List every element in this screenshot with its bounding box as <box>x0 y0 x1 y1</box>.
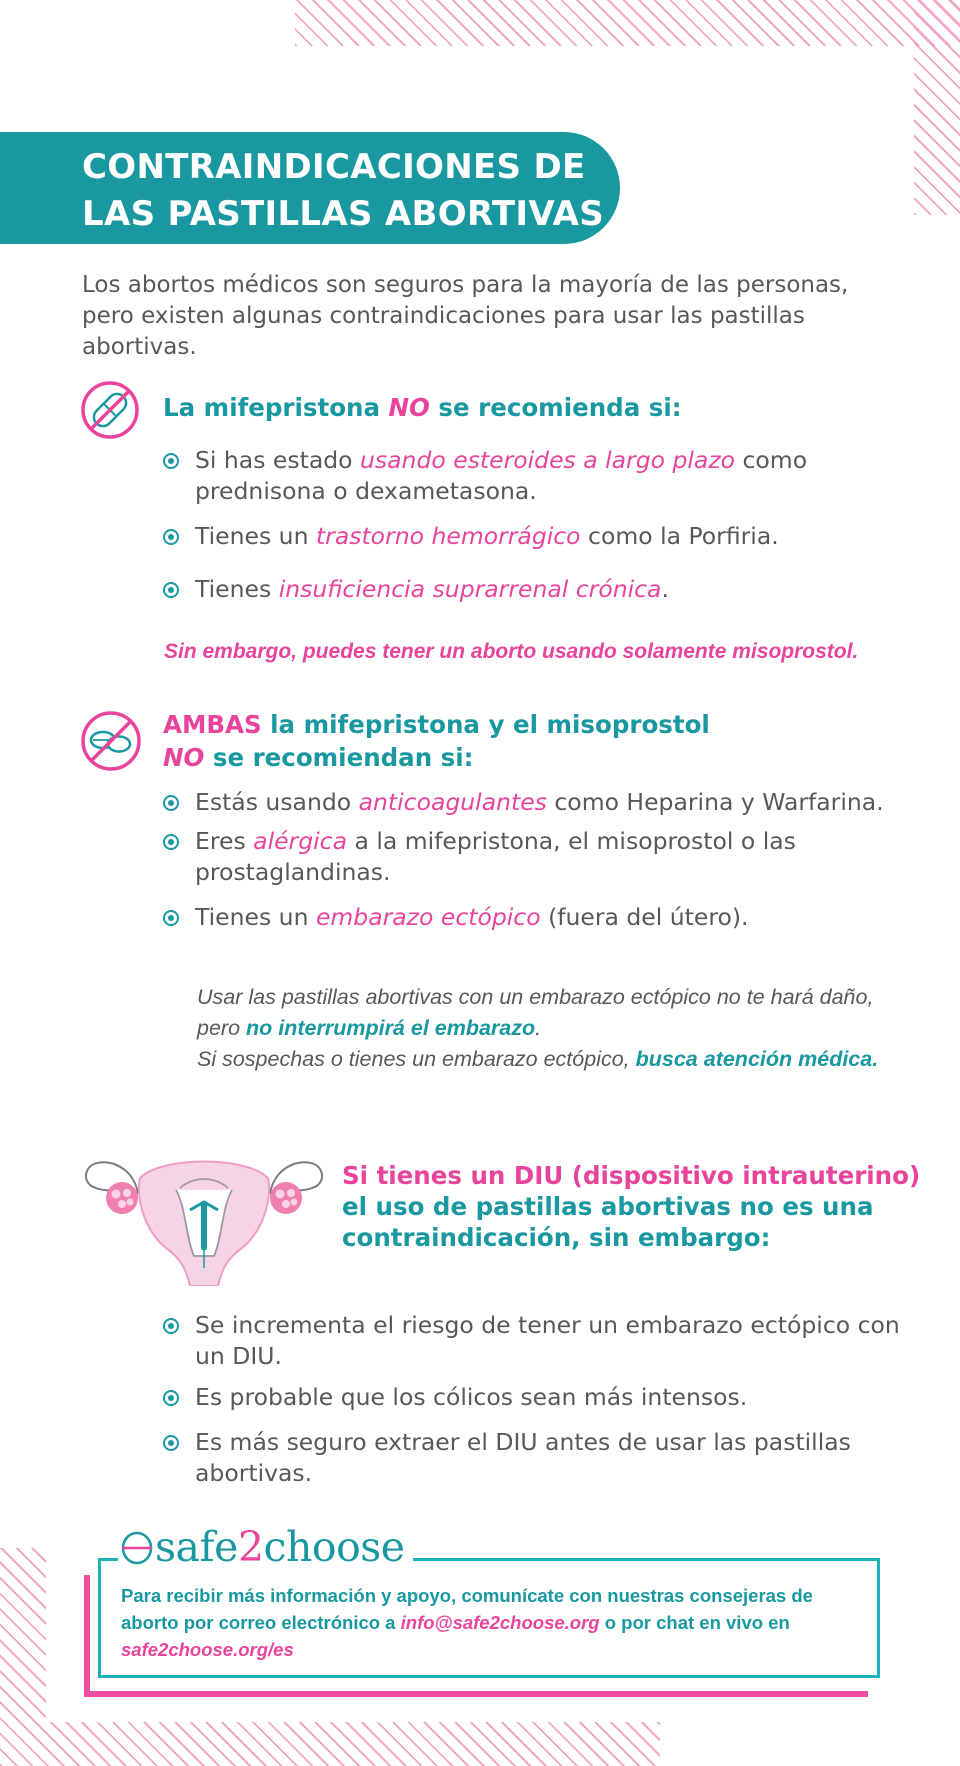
heading-text-end: se recomienda si: <box>429 393 682 422</box>
list-item <box>163 902 903 933</box>
footer-text-start: Para recibir más información y apoyo, comunícate con nuestras consejeras de aborto por correo electrónico a <box>121 1585 813 1633</box>
note-text: Usar las pastillas abortivas con un embarazo ectópico no te hará daño, pero <box>197 985 874 1040</box>
iud-heading-pink: Si tienes un DIU (dispositivo intrauterino) <box>342 1161 921 1190</box>
footer-text-middle: o por chat en vivo en <box>599 1612 790 1633</box>
both-contraindication-list <box>163 787 903 933</box>
intro-paragraph: Los abortos médicos son seguros para la mayoría de las personas, pero existen algunas contraindicaciones para usar las pastillas abortivas. <box>82 272 849 360</box>
list-item <box>163 1427 903 1489</box>
logo-mark-icon <box>120 1527 154 1567</box>
heading-no-emphasis: NO <box>388 393 430 422</box>
item-text: Tienes <box>195 575 279 603</box>
no-pills-icon <box>80 710 142 772</box>
note-text: Si sospechas o tienes un embarazo ectópico, <box>197 1047 636 1071</box>
bullet-icon <box>163 1435 179 1451</box>
note-text-end: . <box>535 1016 542 1040</box>
list-item <box>163 445 903 507</box>
bullet-icon <box>163 453 179 469</box>
bullet-icon <box>163 1318 179 1334</box>
title-banner <box>0 132 620 244</box>
bullet-icon <box>163 529 179 545</box>
item-text: Si has estado <box>195 446 361 474</box>
item-text-end: a la mifepristona, el misoprostol o las prostaglandinas. <box>195 827 796 886</box>
section-mifepristone-heading <box>163 391 682 424</box>
iud-risk-list <box>163 1310 903 1489</box>
item-text-end: (fuera del útero). <box>540 903 749 931</box>
heading-text-end: se recomiendan si: <box>204 743 474 772</box>
logo-part-2: 2 <box>237 1523 264 1571</box>
item-emphasis: insuficiencia suprarrenal crónica <box>278 575 662 603</box>
item-text: Tienes un <box>195 522 316 550</box>
no-pill-icon <box>80 380 140 440</box>
item-emphasis: embarazo ectópico <box>315 903 541 931</box>
footer-contact-text <box>121 1582 871 1663</box>
page-title-line-2: LAS PASTILLAS ABORTIVAS <box>82 194 605 234</box>
item-text-end: como prednisona o dexametasona. <box>195 446 808 505</box>
item-text: Es probable que los cólicos sean más intensos. <box>195 1383 748 1411</box>
misoprostol-only-note <box>164 640 858 664</box>
heading-line-2 <box>163 741 710 774</box>
list-item <box>163 1310 903 1372</box>
item-text-end: . <box>661 575 669 603</box>
list-item <box>163 1382 903 1413</box>
bullet-icon <box>163 834 179 850</box>
item-emphasis: trastorno hemorrágico <box>315 522 581 550</box>
logo-part-1: safe <box>155 1523 238 1571</box>
heading-text: la mifepristona y el misoprostol <box>261 710 710 739</box>
decorative-hatch-top <box>295 0 960 46</box>
iud-heading <box>342 1160 920 1253</box>
heading-line-1 <box>163 708 710 741</box>
item-emphasis: usando esteroides a largo plazo <box>360 446 736 474</box>
note-highlight: solamente misoprostol. <box>622 640 859 663</box>
item-text: Eres <box>195 827 254 855</box>
bullet-icon <box>163 910 179 926</box>
list-item <box>163 826 903 888</box>
safe2choose-logo <box>118 1520 413 1574</box>
item-text: Estás usando <box>195 788 359 816</box>
heading-no-emphasis: NO <box>163 743 205 772</box>
decorative-hatch-right <box>914 0 960 215</box>
heading-text: La mifepristona <box>163 393 389 422</box>
logo-part-3: choose <box>263 1523 405 1571</box>
bullet-icon <box>163 1390 179 1406</box>
note-bold: no interrumpirá el embarazo <box>246 1016 536 1040</box>
email-link[interactable]: info@safe2choose.org <box>400 1612 600 1633</box>
note-paragraph-1 <box>197 982 897 1044</box>
list-item <box>163 574 903 605</box>
decorative-hatch-bottom <box>0 1722 660 1766</box>
mifepristone-contraindication-list <box>163 445 903 605</box>
section-both-heading <box>163 708 710 774</box>
item-text: Tienes un <box>195 903 316 931</box>
website-link[interactable]: safe2choose.org/es <box>121 1639 294 1660</box>
note-paragraph-2 <box>197 1044 897 1075</box>
heading-ambas: AMBAS <box>163 710 262 739</box>
item-text-end: como la Porfiria. <box>580 522 779 550</box>
item-emphasis: alérgica <box>253 827 347 855</box>
list-item <box>163 521 903 552</box>
note-text: Sin embargo, puedes tener un aborto usando <box>164 640 623 663</box>
logo-wordmark <box>155 1523 405 1571</box>
note-bold: busca atención médica. <box>635 1047 879 1071</box>
ectopic-pregnancy-note <box>197 982 897 1075</box>
bullet-icon <box>163 795 179 811</box>
item-text: Se incrementa el riesgo de tener un embarazo ectópico con un DIU. <box>195 1311 900 1370</box>
bullet-icon <box>163 582 179 598</box>
uterus-iud-icon <box>82 1138 326 1286</box>
page-title-line-1: CONTRAINDICACIONES DE <box>82 147 586 187</box>
footer-accent-bottom <box>84 1691 868 1697</box>
iud-heading-line-2: el uso de pastillas abortivas no es una <box>342 1192 874 1221</box>
list-item <box>163 787 903 818</box>
item-text: Es más seguro extraer el DIU antes de usar las pastillas abortivas. <box>195 1428 851 1487</box>
iud-heading-line-3: contraindicación, sin embargo: <box>342 1223 771 1252</box>
item-text-end: como Heparina y Warfarina. <box>546 788 884 816</box>
footer-accent-left <box>84 1575 90 1697</box>
item-emphasis: anticoagulantes <box>358 788 547 816</box>
